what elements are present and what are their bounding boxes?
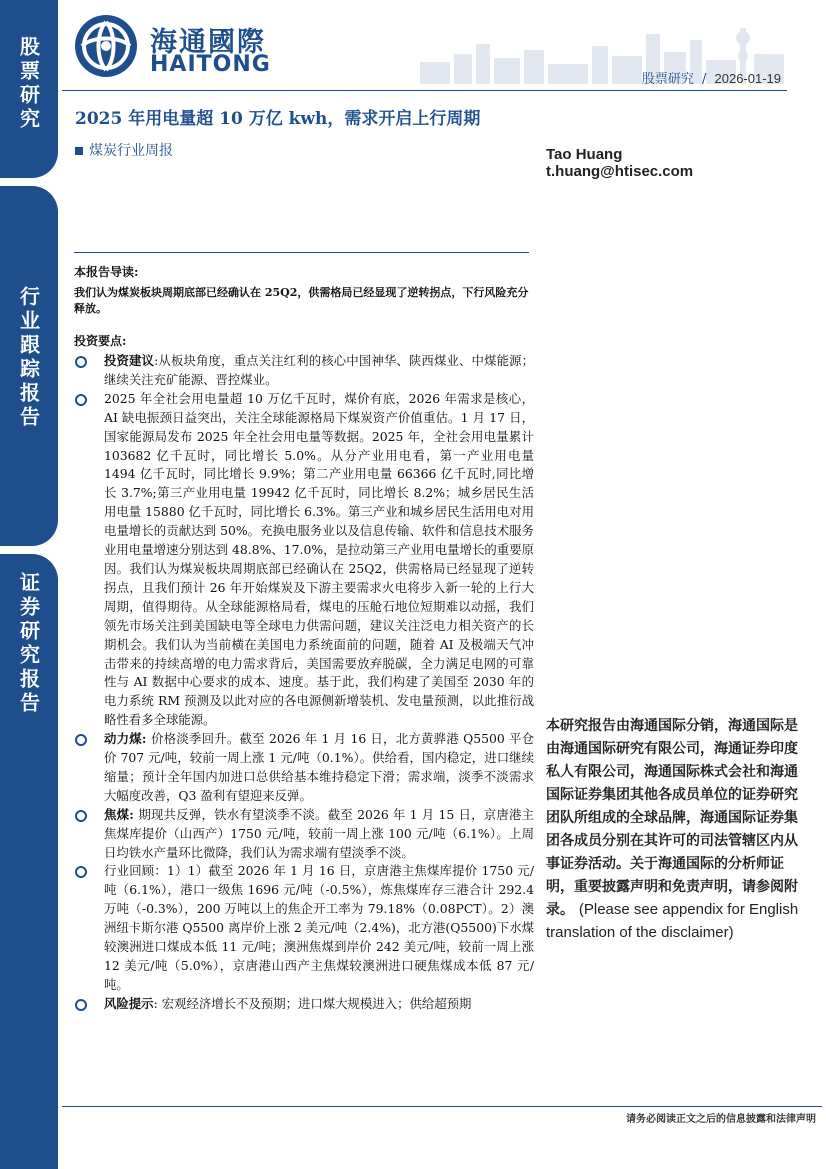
point-label: 焦煤: [104, 806, 130, 822]
circle-bullet-icon: [75, 356, 87, 368]
list-item: [74, 862, 534, 994]
header-divider: [62, 90, 787, 91]
point-label-sep: :: [153, 995, 162, 1011]
sidebar-block-industry-tracking: [0, 186, 58, 546]
section-divider: [74, 252, 529, 253]
list-item: [74, 352, 534, 390]
sidebar: [0, 0, 58, 1169]
author-email[interactable]: t.huang@htisec.com: [546, 163, 694, 180]
haitong-logo-icon: [74, 14, 138, 78]
sidebar-label-securities-research: 证券研究报告: [16, 572, 41, 716]
header-date: 2026-01-19: [714, 71, 781, 86]
points-heading: 投资要点:: [74, 334, 127, 348]
point-text: 价格淡季回升。截至 2026 年 1 月 16 日，北方黄骅港 Q5500 平仓价 707 元/吨，较前一周上涨 1 元/吨（0.1%）。供给看，国内稳定，进口继续缩量；预计全年国内加进口总供给基本维持稳定下滑；需求端，淡季不淡需求大幅度改善，Q3 盈利有望迎来反弹。: [104, 731, 534, 803]
point-label: 动力煤: [104, 731, 142, 747]
logo-chinese-name: 海通國際: [150, 27, 266, 58]
points-list: [74, 352, 534, 1014]
disclaimer-cn: 本研究报告由海通国际分销，海通国际是由海通国际研究有限公司，海通证券印度私人有限公司，海通国际株式会社和海通国际证券集团其他各成员单位的证券研究团队所组成的全球品牌，海通国际证券集团各成员分别在其许可的司法管辖区内从事证券活动。关于海通国际的分析师证明，重要披露声明和免责声明，请参阅附录。: [546, 718, 798, 918]
haitong-logo: [74, 14, 284, 78]
sidebar-label-stock-research: 股票研究: [16, 36, 41, 132]
point-text: 2025 年全社会用电量超 10 万亿千瓦时，煤价有底，2026 年需求是核心，AI 缺电振颈日益突出，关注全球能源格局下煤炭资产价值重估。1 月 17 日，国家能源局发布 2025 年全社会用电量等数据。2025 年，全社会用电量累计 103682 亿千瓦时，同比增长 5.0%。从分产业用电看，第一产业用电量 1494 亿千瓦时，同比增长 9.9%；第二产业用电量 66366 亿千瓦时,同比增长 3.7%;第三产业用电量 19942 亿千瓦时，同比增长 8.2%；城乡居民生活用电量 15880 亿千瓦时，同比增长 6.3%。第三产业和城乡居民生活用电对用电量增长的贡献达到 50%。充换电服务业以及信息传输、软件和信息技术服务业用电量增速分别达到 48.8%、17.0%，是拉动第三产业用电量增长的重要原因。我们认为煤炭板块周期底部已经确认在 25Q2，供需格局已经显现了逆转拐点，且我们预计 26 年开始煤炭及下游主要需求火电将步入新一轮的上行大周期，值得期待。从全球能源格局看，煤电的压舱石地位短期难以动摇，我们领先市场关注到美国缺电等全球电力供需问题，建议关注泛电力相关资产的长期机会。我们认为当前横在美国电力系统面前的问题，随着 AI 及极端天气冲击带来的持续高增的电力需求背后，美国需要放弃脱碳，全力满足电网的可靠性与 AI 数据中心要求的成本、速度。基于此，我们构建了美国至 2030 年的电力系统 RM 预测及以此对应的各电源侧新增装机、发电量预测，以此推衍战略性看多全球能源。: [104, 390, 534, 728]
logo-english-name: HAITONG: [150, 52, 271, 77]
circle-bullet-icon: [75, 734, 87, 746]
square-bullet-icon: [75, 147, 83, 155]
point-label: 风险提示: [104, 995, 154, 1011]
point-text: 行业回顾：1）1）截至 2026 年 1 月 16 日，京唐港主焦煤库提价 1750 元/吨（6.1%），港口一级焦 1696 元/吨（-0.5%），炼焦煤库存三港合计 292.4 万吨（-0.3%），200 万吨以上的焦企开工率为 79.18%（0.08PCT）。2）澳洲纽卡斯尔港 Q5500 离岸价上涨 2 美元/吨（2.4%)，北方港(Q5500)下水煤较澳洲进口煤成本低 11 元/吨；澳洲焦煤到岸价 242 美元/吨，较前一周上涨 12 美元/吨（5.0%），京唐港山西产主焦煤较澳洲进口硬焦煤成本低 87 元/吨。: [104, 863, 534, 992]
point-label-sep: :: [154, 353, 159, 368]
point-text: 宏观经济增长不及预期；进口煤大规模进入；供给超预期: [161, 995, 472, 1011]
footer-note: 请务必阅读正文之后的信息披露和法律声明: [626, 1114, 816, 1125]
guide-heading: 本报告导读:: [74, 265, 139, 279]
circle-bullet-icon: [75, 810, 87, 822]
point-label-sep: :: [141, 731, 152, 747]
report-subtitle: [75, 140, 173, 160]
circle-bullet-icon: [75, 999, 87, 1011]
header-separator: /: [701, 72, 707, 87]
point-text: 从板块角度，重点关注红利的核心中国神华、陕西煤业、中煤能源；继续关注充矿能源、晋控煤业。: [104, 353, 535, 387]
circle-bullet-icon: [75, 394, 87, 406]
report-subtitle-text: 煤炭行业周报: [89, 143, 173, 159]
list-item: [74, 995, 534, 1014]
sidebar-block-securities-research: [0, 554, 58, 1169]
author-name: Tao Huang: [546, 146, 623, 163]
list-item: [74, 806, 534, 863]
sidebar-label-industry-tracking: 行业跟踪报告: [16, 286, 41, 430]
list-item: [74, 390, 534, 730]
point-text: 期现共反弹，铁水有望淡季不淡。截至 2026 年 1 月 15 日，京唐港主焦煤库提价（山西产）1750 元/吨，较前一周上涨 100 元/吨（6.1%）。上周日均铁水产量环比微降，我们认为需求端有望淡季不淡。: [104, 806, 534, 860]
header-meta: [642, 68, 781, 87]
point-label-sep: :: [129, 806, 139, 822]
disclaimer-en: (Please see appendix for English translation of the disclaimer): [546, 901, 799, 941]
report-title: 2025 年用电量超 10 万亿 kwh，需求开启上行周期: [75, 109, 481, 129]
sidebar-block-stock-research: [0, 0, 58, 178]
list-item: [74, 730, 534, 806]
point-label: 投资建议: [104, 353, 155, 368]
footer-divider: [62, 1106, 822, 1107]
header-category: 股票研究: [641, 72, 694, 87]
guide-body: 我们认为煤炭板块周期底部已经确认在 25Q2，供需格局已经显现了逆转拐点，下行风险充分释放。: [74, 286, 529, 315]
circle-bullet-icon: [75, 866, 87, 878]
disclaimer-note: [546, 715, 811, 945]
